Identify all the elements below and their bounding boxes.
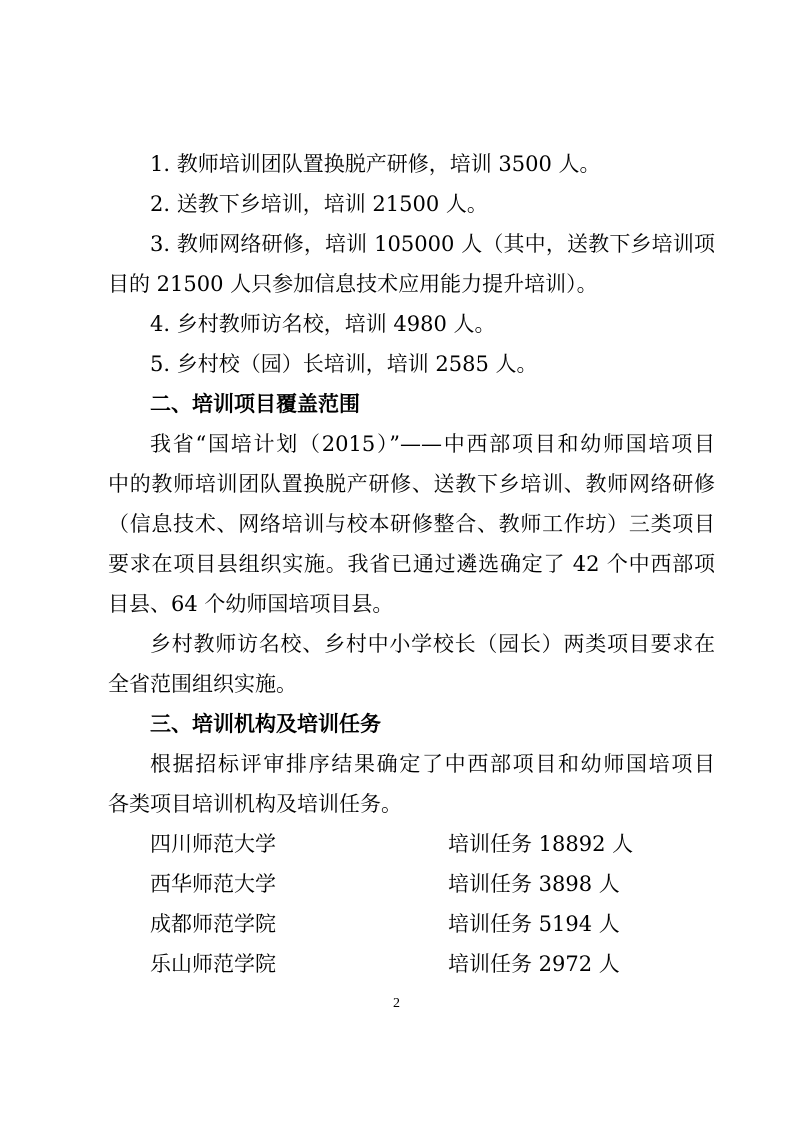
paragraph-line: 我省“国培计划（2015）”——中西部项目和幼师国培项目	[150, 432, 715, 456]
section-heading-scope: 二、培训项目覆盖范围	[150, 392, 360, 416]
institution-task: 培训任务 18892 人	[448, 832, 634, 856]
list-item-4: 4. 乡村教师访名校，培训 4980 人。	[150, 312, 496, 336]
list-item-1: 1. 教师培训团队置换脱产研修，培训 3500 人。	[150, 152, 601, 176]
institution-task: 培训任务 2972 人	[448, 952, 620, 976]
paragraph-line: 要求在项目县组织实施。我省已通过遴选确定了 42 个中西部项	[108, 552, 715, 576]
institution-name: 成都师范学院	[150, 912, 276, 936]
list-item-3-line-2: 目的 21500 人只参加信息技术应用能力提升培训）。	[108, 272, 598, 296]
paragraph-line: 乡村教师访名校、乡村中小学校长（园长）两类项目要求在	[150, 632, 715, 656]
institution-row	[108, 824, 715, 864]
page-number: 2	[393, 996, 400, 1011]
body-text	[108, 144, 715, 984]
paragraph-line: 各类项目培训机构及培训任务。	[108, 792, 402, 816]
paragraph-line: 目县、64 个幼师国培项目县。	[108, 592, 394, 616]
list-item-5: 5. 乡村校（园）长培训，培训 2585 人。	[150, 352, 538, 376]
paragraph-line: （信息技术、网络培训与校本研修整合、教师工作坊）三类项目	[108, 512, 715, 536]
paragraph-line: 全省范围组织实施。	[108, 672, 297, 696]
paragraph-line: 根据招标评审排序结果确定了中西部项目和幼师国培项目	[150, 752, 715, 776]
list-item-2: 2. 送教下乡培训，培训 21500 人。	[150, 192, 488, 216]
paragraph-line: 中的教师培训团队置换脱产研修、送教下乡培训、教师网络研修	[108, 472, 715, 496]
institution-name: 西华师范大学	[150, 872, 276, 896]
list-item-3-line-1: 3. 教师网络研修，培训 105000 人（其中，送教下乡培训项	[150, 232, 715, 256]
institution-task: 培训任务 3898 人	[448, 872, 620, 896]
institution-name: 四川师范大学	[150, 832, 276, 856]
institution-task: 培训任务 5194 人	[448, 912, 620, 936]
institution-name: 乐山师范学院	[150, 952, 276, 976]
institution-row	[108, 944, 715, 984]
section-heading-institutions: 三、培训机构及培训任务	[150, 712, 381, 736]
institution-row	[108, 864, 715, 904]
institution-row	[108, 904, 715, 944]
